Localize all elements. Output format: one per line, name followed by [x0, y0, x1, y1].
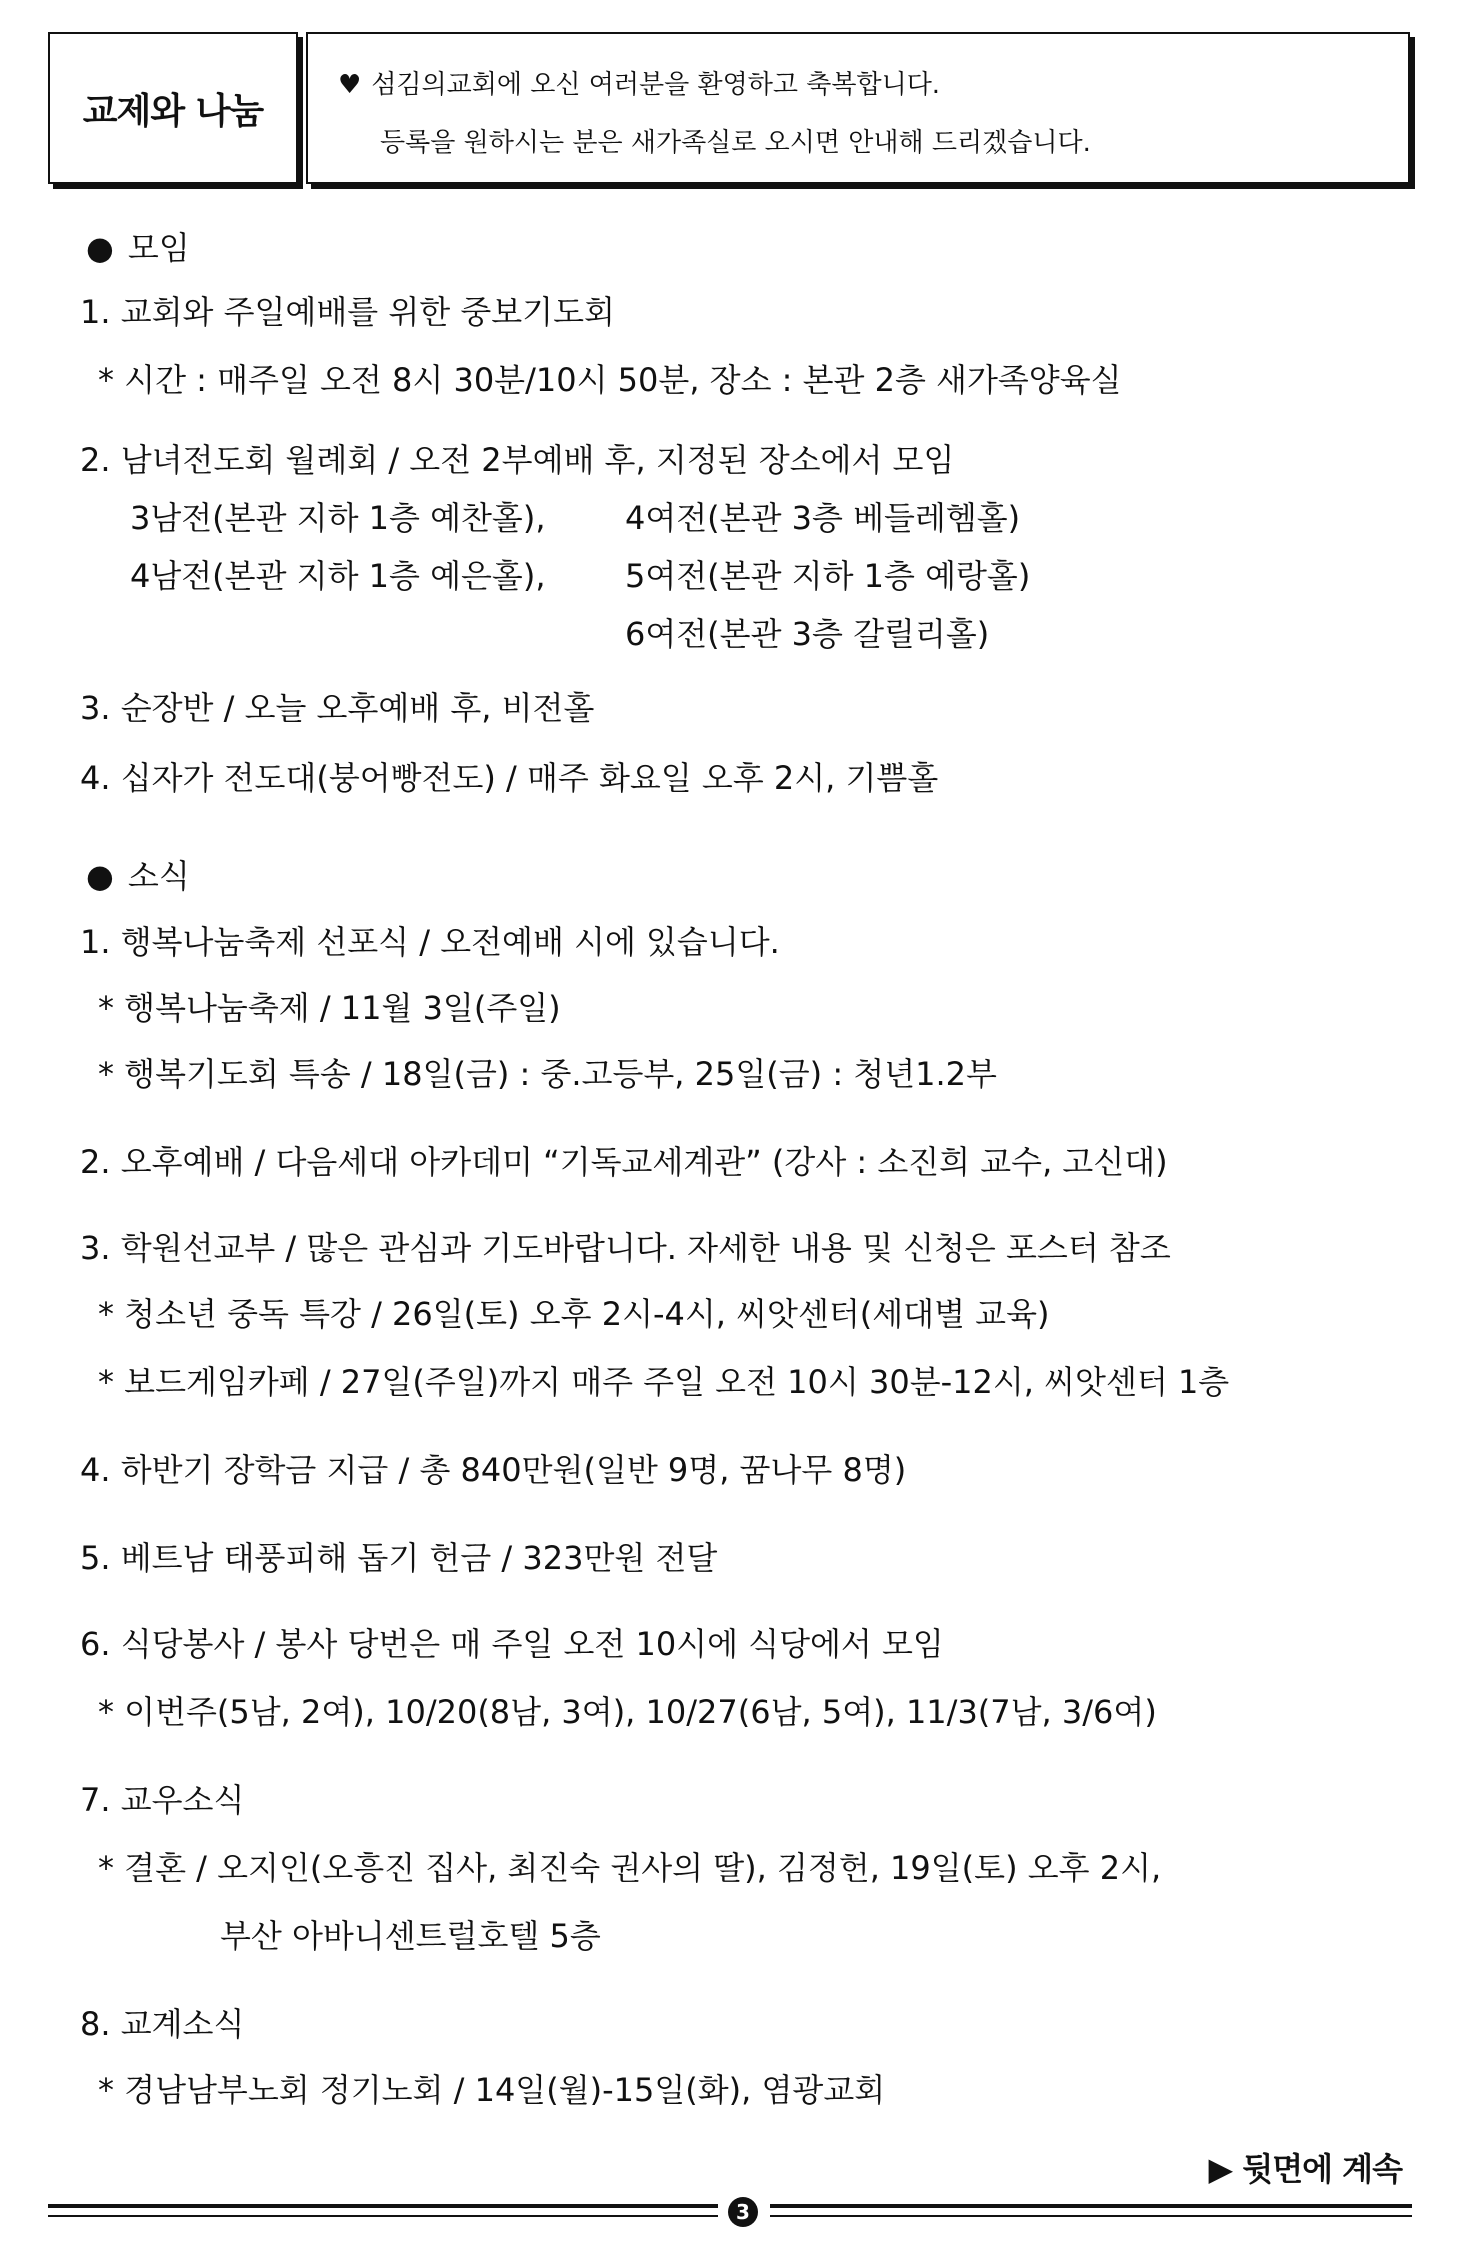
- news-item: 4. 하반기 장학금 지급 / 총 840만원(일반 9명, 꿈나무 8명): [80, 1451, 907, 1489]
- news-item: 5. 베트남 태풍피해 돕기 헌금 / 323만원 전달: [80, 1539, 718, 1577]
- section-title-box: [48, 32, 298, 184]
- meetings-heading-text: 모임: [127, 229, 190, 267]
- news-item-detail: * 행복기도회 특송 / 18일(금) : 중.고등부, 25일(금) : 청년1.2부: [98, 1055, 997, 1093]
- bullet-icon: ●: [86, 229, 114, 267]
- news-item-detail: * 결혼 / 오지인(오흥진 집사, 최진숙 권사의 딸), 김정헌, 19일(토) 오후 2시,: [98, 1849, 1162, 1887]
- welcome-line-2: 등록을 원하시는 분은 새가족실로 오시면 안내해 드리겠습니다.: [380, 128, 1091, 158]
- news-heading-text: 소식: [127, 857, 190, 895]
- meeting-item-detail: 6여전(본관 3층 갈릴리홀): [625, 615, 990, 653]
- meeting-item: 2. 남녀전도회 월례회 / 오전 2부예배 후, 지정된 장소에서 모임: [80, 441, 955, 479]
- arrow-right-icon: ▶: [1208, 2150, 1233, 2188]
- news-item: 8. 교계소식: [80, 2005, 245, 2043]
- bullet-icon: ●: [86, 857, 114, 895]
- meeting-item: 1. 교회와 주일예배를 위한 중보기도회: [80, 293, 615, 331]
- news-item-detail: * 행복나눔축제 / 11월 3일(주일): [98, 989, 561, 1027]
- page-number: 3: [728, 2197, 758, 2227]
- heart-icon: ♥: [338, 70, 362, 100]
- meeting-item-detail: 3남전(본관 지하 1층 예찬홀),: [130, 499, 546, 537]
- news-item: 2. 오후예배 / 다음세대 아카데미 “기독교세계관” (강사 : 소진희 교수, 고신대): [80, 1143, 1168, 1181]
- news-item: 6. 식당봉사 / 봉사 당번은 매 주일 오전 10시에 식당에서 모임: [80, 1625, 944, 1663]
- meeting-item: 3. 순장반 / 오늘 오후예배 후, 비전홀: [80, 689, 595, 727]
- welcome-line-1: [338, 64, 940, 101]
- section-title: 교제와 나눔: [82, 90, 264, 132]
- news-item: 3. 학원선교부 / 많은 관심과 기도바랍니다. 자세한 내용 및 신청은 포스터 참조: [80, 1229, 1171, 1267]
- footer-rule-left-thick: [48, 2204, 718, 2208]
- continued-text: 뒷면에 계속: [1242, 2150, 1402, 2188]
- news-item-detail: * 보드게임카페 / 27일(주일)까지 매주 주일 오전 10시 30분-12시, 씨앗센터 1층: [98, 1363, 1230, 1401]
- meeting-item-detail: 4여전(본관 3층 베들레헴홀): [625, 499, 1021, 537]
- news-item-detail: 부산 아바니센트럴호텔 5층: [220, 1917, 601, 1955]
- footer-rule-left-thin: [48, 2215, 718, 2217]
- news-item-detail: * 경남남부노회 정기노회 / 14일(월)-15일(화), 염광교회: [98, 2071, 886, 2109]
- news-item-detail: * 청소년 중독 특강 / 26일(토) 오후 2시-4시, 씨앗센터(세대별 교육): [98, 1295, 1050, 1333]
- meeting-item: 4. 십자가 전도대(붕어빵전도) / 매주 화요일 오후 2시, 기쁨홀: [80, 759, 939, 797]
- meeting-item-detail: * 시간 : 매주일 오전 8시 30분/10시 50분, 장소 : 본관 2층 새가족양육실: [98, 361, 1122, 399]
- footer-rule-right-thin: [770, 2215, 1412, 2217]
- welcome-text-1: 섬김의교회에 오신 여러분을 환영하고 축복합니다.: [371, 70, 941, 100]
- news-item: 1. 행복나눔축제 선포식 / 오전예배 시에 있습니다.: [80, 923, 780, 961]
- welcome-box: [306, 32, 1410, 184]
- meeting-item-detail: 5여전(본관 지하 1층 예랑홀): [625, 557, 1031, 595]
- continued-note: [1209, 2144, 1402, 2190]
- meetings-heading: [86, 228, 190, 268]
- meeting-item-detail: 4남전(본관 지하 1층 예은홀),: [130, 557, 546, 595]
- news-item: 7. 교우소식: [80, 1781, 245, 1819]
- news-item-detail: * 이번주(5남, 2여), 10/20(8남, 3여), 10/27(6남, 5여), 11/3(7남, 3/6여): [98, 1693, 1157, 1731]
- footer-rule-right-thick: [770, 2204, 1412, 2208]
- news-heading: [86, 856, 190, 896]
